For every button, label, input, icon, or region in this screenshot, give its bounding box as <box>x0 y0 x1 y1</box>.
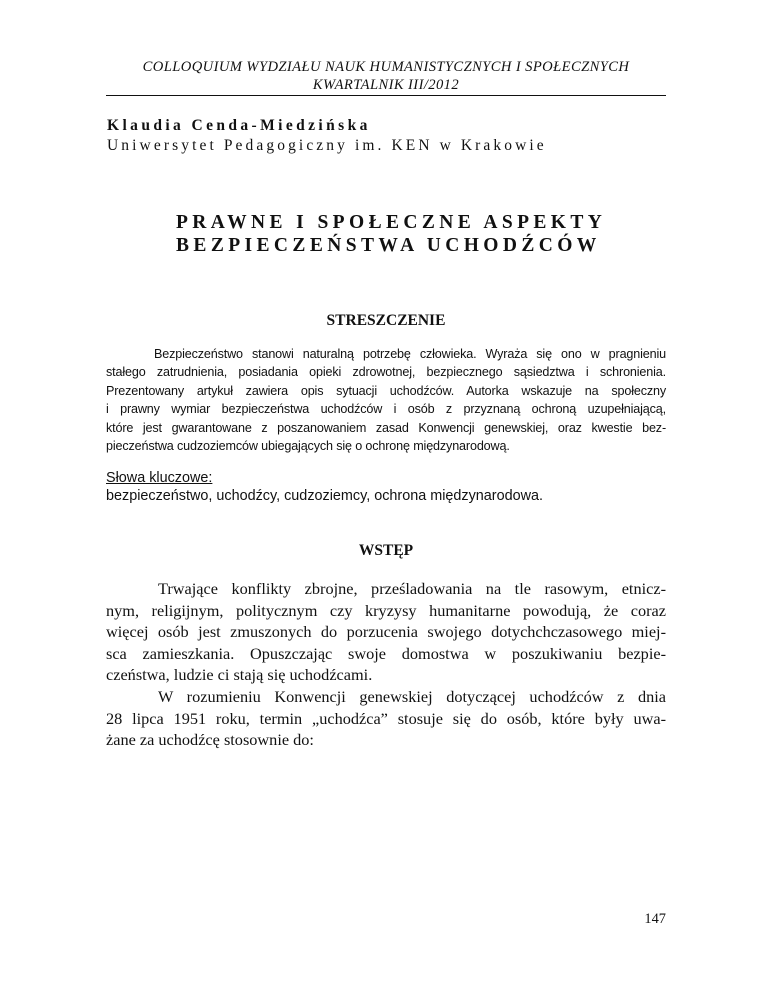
abstract-line: Prezentowany artykuł zawiera opis sytuacji uchodźców. Autorka wskazuje na społeczny <box>106 383 666 398</box>
body-line: czeństwa, ludzie ci stają się uchodźcami. <box>106 665 373 685</box>
keywords-text: bezpieczeństwo, uchodźcy, cudzoziemcy, ochrona międzynarodowa. <box>106 488 544 504</box>
body-line: nym, religijnym, politycznym czy kryzysy humanitarne powodują, że coraz <box>106 600 666 620</box>
body-line: 28 lipca 1951 roku, termin „uchodźca” stosuje się do osób, które były uwa- <box>106 708 666 728</box>
article-title-line-1: PRAWNE I SPOŁECZNE ASPEKTY <box>176 212 607 233</box>
journal-title: COLLOQUIUM WYDZIAŁU NAUK HUMANISTYCZNYCH I SPOŁECZNYCH <box>142 59 630 75</box>
journal-header <box>106 58 666 94</box>
body-line: żane za uchodźcę stosownie do: <box>106 730 314 750</box>
abstract-line: stałego zatrudnienia, posiadania opieki zdrowotnej, bezpiecznego sąsiedztwa i schronienia. <box>106 365 666 380</box>
journal-issue: KWARTALNIK III/2012 <box>312 77 460 93</box>
page-number: 147 <box>644 911 666 927</box>
header-divider <box>106 95 666 96</box>
body-line: sca zamieszkania. Opuszczając swoje domostwa w poszukiwaniu bezpie- <box>106 643 666 663</box>
abstract-line: i prawny wymiar bezpieczeństwa uchodźców i osób z przyznaną ochroną uzupełniającą, <box>106 402 666 417</box>
intro-heading: WSTĘP <box>358 542 414 559</box>
abstract-text <box>106 345 666 455</box>
abstract-line: pieczeństwa cudzoziemców ubiegających się o ochronę międzynarodową. <box>106 439 510 454</box>
article-title-line-2: BEZPIECZEŃSTWA UCHODŹCÓW <box>176 235 601 256</box>
author-name: Klaudia Cenda-Miedzińska <box>107 117 371 134</box>
abstract-line: Bezpieczeństwo stanowi naturalną potrzebę człowieka. Wyraża się ono w pragnieniu <box>154 347 666 361</box>
author-affiliation: Uniwersytet Pedagogiczny im. KEN w Krakowie <box>107 137 547 154</box>
abstract-heading: STRESZCZENIE <box>326 312 446 329</box>
body-line: Trwające konflikty zbrojne, prześladowania na tle rasowym, etnicz- <box>158 579 666 598</box>
body-line: W rozumieniu Konwencji genewskiej dotyczącej uchodźców z dnia <box>158 686 666 706</box>
abstract-line: które jest gwarantowane z poszanowaniem zasad Konwencji genewskiej, oraz kwestie bez- <box>106 420 666 435</box>
keywords-label: Słowa kluczowe: <box>106 470 213 486</box>
intro-body <box>106 578 666 751</box>
body-line: więcej osób jest zmuszonych do porzucenia swojego dotychchczasowego miej- <box>106 622 666 642</box>
